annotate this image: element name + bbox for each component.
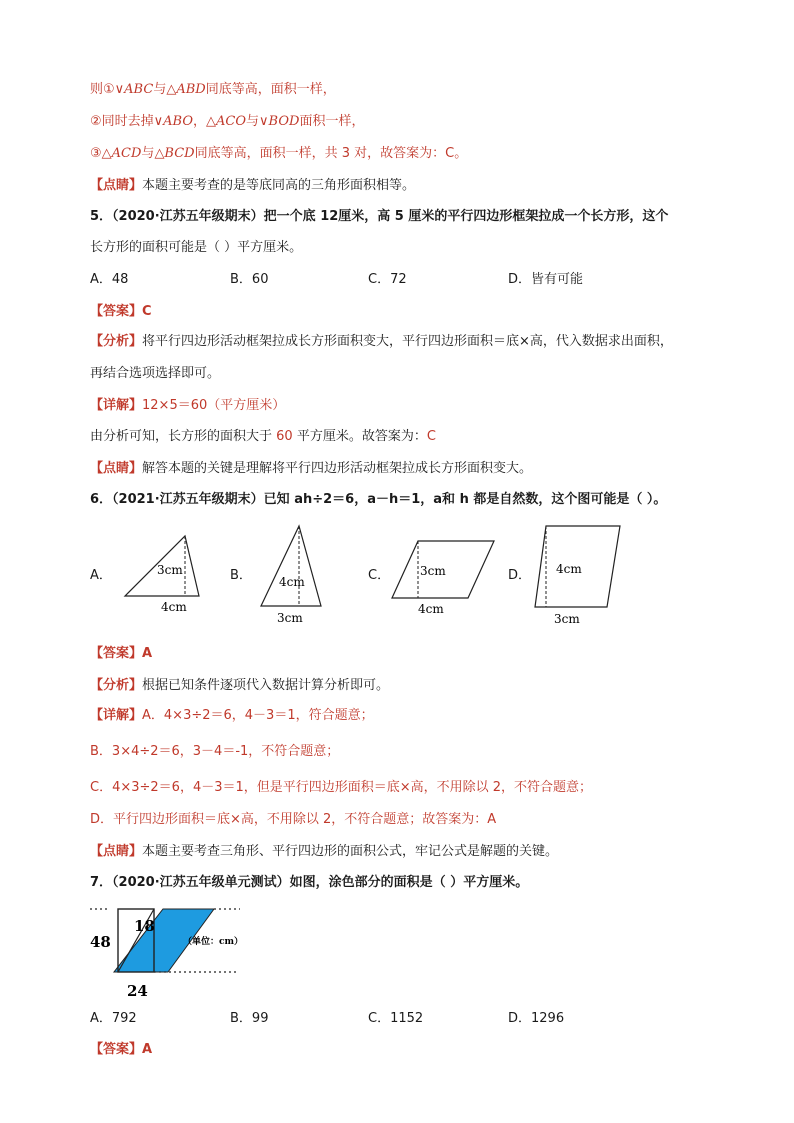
question-5-line-1: 5．（2020·江苏五年级期末）把一个底 12厘米，高 5 厘米的平行四边形框架拉成一个长方形，这个 [90, 209, 669, 224]
label-18: 18 [134, 917, 155, 935]
q6-figure-c [390, 532, 500, 617]
height-label: 4cm [279, 575, 305, 589]
comment-line: 【点睛】本题主要考查的是等底同高的三角形面积相等。 [90, 178, 416, 193]
triangle-b-shape [261, 526, 321, 606]
q7-figure [88, 900, 268, 1005]
q5-comment: 【点睛】解答本题的关键是理解将平行四边形活动框架拉成长方形面积变大。 [90, 461, 533, 476]
q5-analysis-1: 【分析】将平行四边形活动框架拉成长方形面积变大，平行四边形面积＝底×高，代入数据求出面积， [90, 334, 673, 349]
q6-answer: 【答案】A [90, 646, 153, 661]
base-label: 4cm [161, 600, 187, 614]
label-24: 24 [127, 982, 148, 1000]
base-label: 4cm [418, 602, 444, 616]
q5-option-a: A．48 [90, 272, 129, 287]
question-6-line-1: 6．（2021·江苏五年级期末）已知 ah÷2＝6，a－h＝1，a和 h 都是自然数，这个图可能是（ ）。 [90, 492, 667, 507]
q6-analysis: 【分析】根据已知条件逐项代入数据计算分析即可。 [90, 678, 390, 693]
q6-detail-a: 【详解】A．4×3÷2＝6，4－3＝1，符合题意； [90, 708, 374, 723]
q5-analysis-2: 再结合选项选择即可。 [90, 366, 221, 381]
q5-detail: 【详解】12×5＝60（平方厘米） [90, 398, 286, 413]
q6-detail-b: B．3×4÷2＝6，3－4＝-1，不符合题意； [90, 744, 340, 759]
q5-detail-2: 由分析可知，长方形的面积大于 60 平方厘米。故答案为：C [90, 429, 436, 444]
q6-option-c-label: C． [368, 568, 391, 583]
solution-line-2: ②同时去掉∨ABO，△ACO与∨BOD面积一样， [90, 114, 365, 129]
q5-option-d: D．皆有可能 [508, 272, 584, 287]
q6-comment: 【点睛】本题主要考查三角形、平行四边形的面积公式，牢记公式是解题的关键。 [90, 844, 559, 859]
question-7-line-1: 7．（2020·江苏五年级单元测试）如图，涂色部分的面积是（ ）平方厘米。 [90, 875, 529, 890]
q7-option-c: C．1152 [368, 1011, 424, 1026]
q5-answer: 【答案】C [90, 304, 152, 319]
q6-figure-d [528, 518, 628, 630]
q7-option-d: D．1296 [508, 1011, 565, 1026]
q6-detail-c: C．4×3÷2＝6，4－3＝1，但是平行四边形面积＝底×高，不用除以 2，不符合题意； [90, 780, 593, 795]
q6-option-d-label: D． [508, 568, 532, 583]
question-5-line-2: 长方形的面积可能是（ ）平方厘米。 [90, 240, 303, 255]
height-label: 3cm [420, 564, 446, 578]
height-label: 3cm [157, 563, 183, 577]
unit-label: （单位：cm） [183, 937, 244, 947]
label-48: 48 [90, 933, 111, 951]
q7-option-a: A．792 [90, 1011, 137, 1026]
solution-line-3: ③△ACD与△BCD同底等高，面积一样，共 3 对，故答案为：C。 [90, 146, 468, 161]
height-label: 4cm [556, 562, 582, 576]
q5-option-c: C．72 [368, 272, 407, 287]
q6-detail-d: D．平行四边形面积＝底×高，不用除以 2，不符合题意；故答案为：A [90, 812, 497, 827]
q6-figure-b [255, 520, 335, 630]
base-label: 3cm [554, 612, 580, 626]
q7-option-b: B．99 [230, 1011, 269, 1026]
q6-figure-a [115, 530, 215, 615]
q6-option-a-label: A． [90, 568, 112, 583]
base-label: 3cm [277, 611, 303, 625]
q7-answer: 【答案】A [90, 1042, 153, 1057]
q5-option-b: B．60 [230, 272, 269, 287]
q6-option-b-label: B． [230, 568, 252, 583]
solution-line-1: 则①∨ABC与△ABD同底等高，面积一样， [90, 82, 336, 97]
